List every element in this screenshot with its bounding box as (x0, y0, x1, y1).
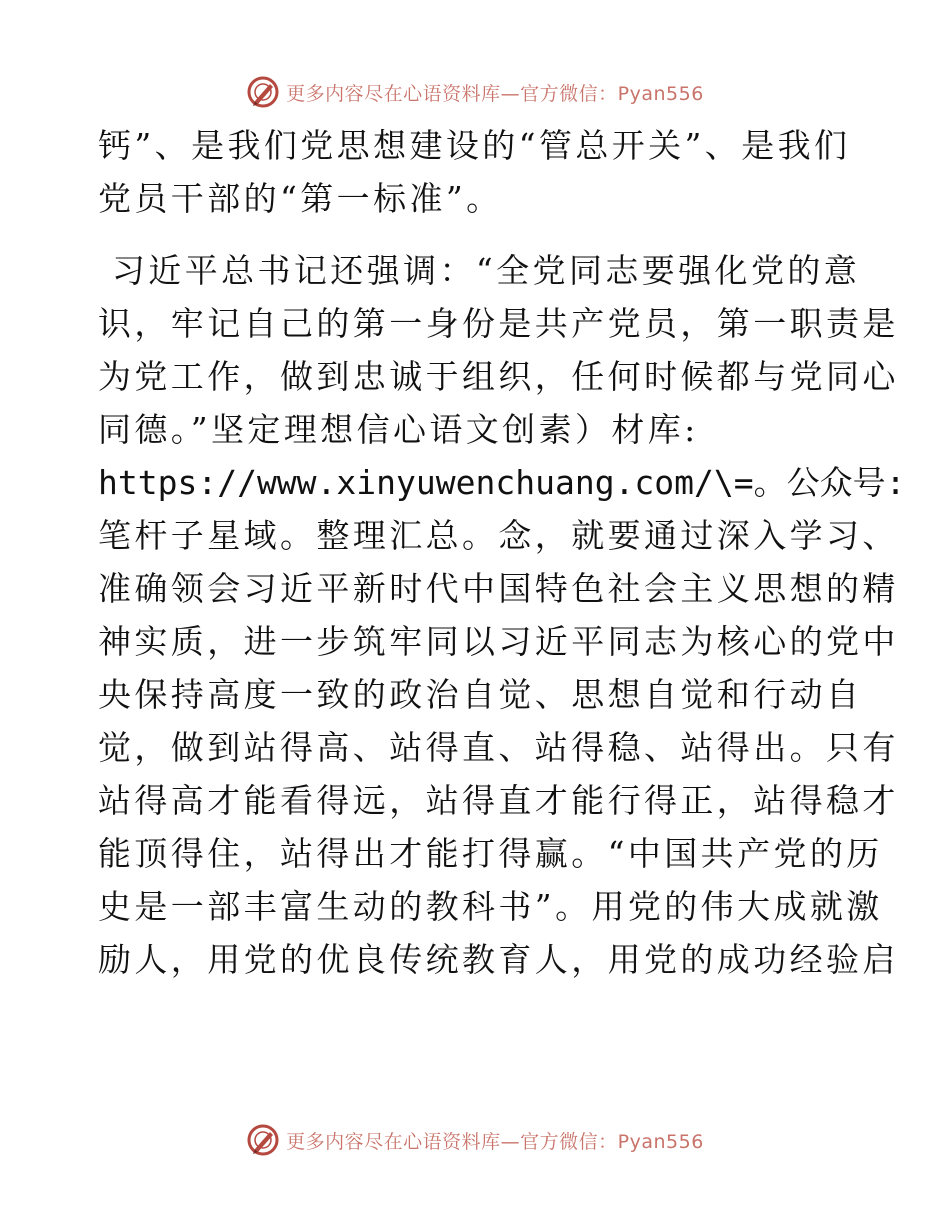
text-line: 党员干部的“第一标准”。 (98, 179, 503, 218)
header-banner (0, 72, 950, 112)
url-line: https://www.xinyuwenchuang.com/\=。公众号: (98, 463, 906, 502)
pen-logo-icon (246, 1123, 280, 1157)
text-line: 能顶得住，站得出才能打得赢。“中国共产党的历 (98, 834, 883, 873)
header-banner-text: 更多内容尽在心语资料库—官方微信：Pyan556 (286, 82, 704, 105)
document-body (98, 119, 906, 986)
pen-logo-icon (246, 75, 280, 109)
text-line: 笔杆子星域。整理汇总。念，就要通过深入学习、 (98, 516, 899, 555)
text-line: 励人，用党的优良传统教育人，用党的成功经验启 (98, 940, 899, 979)
text-line: 为党工作，做到忠诚于组织，任何时候都与党同心 (98, 357, 899, 396)
text-line: 习近平总书记还强调：“全党同志要强化党的意 (98, 251, 861, 290)
text-line: 钙”、是我们党思想建设的“管总开关”、是我们 (98, 126, 851, 165)
text-line: 准确领会习近平新时代中国特色社会主义思想的精 (98, 569, 899, 608)
text-line: 同德。”坚定理想信心语文创素）材库: (98, 410, 699, 449)
text-line: 央保持高度一致的政治自觉、思想自觉和行动自 (98, 675, 863, 714)
text-line: 觉，做到站得高、站得直、站得稳、站得出。只有 (98, 728, 899, 767)
text-line: 站得高才能看得远，站得直才能行得正，站得稳才 (98, 781, 899, 820)
paragraph-2 (98, 244, 906, 986)
footer-banner-text: 更多内容尽在心语资料库—官方微信：Pyan556 (286, 1130, 704, 1153)
footer-banner (0, 1120, 950, 1160)
text-line: 识，牢记自己的第一身份是共产党员，第一职责是 (98, 304, 899, 343)
text-line: 神实质，进一步筑牢同以习近平同志为核心的党中 (98, 622, 899, 661)
text-line: 史是一部丰富生动的教科书”。用党的伟大成就激 (98, 887, 883, 926)
paragraph-1 (98, 119, 858, 225)
